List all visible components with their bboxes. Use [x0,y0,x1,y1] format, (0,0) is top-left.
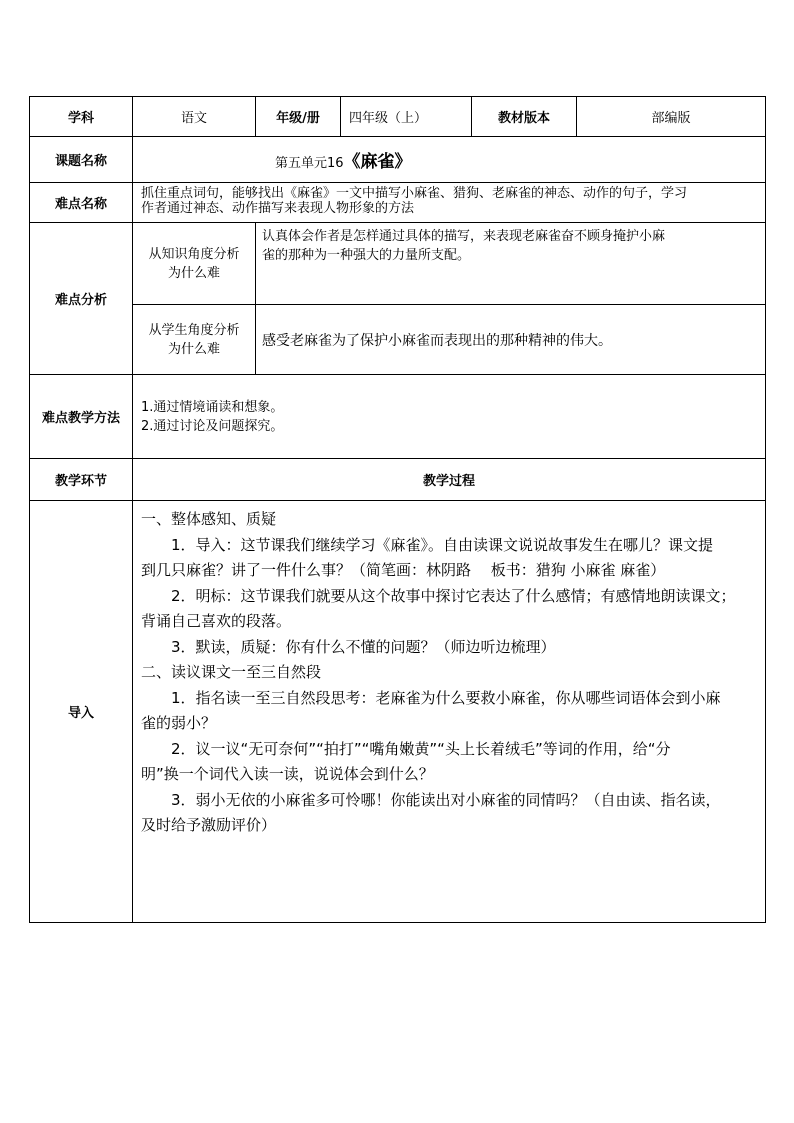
knowledge-angle-line: 从知识角度分析 [148,246,240,262]
process-paragraph: 2．议一议“无可奈何”“拍打”“嘴角嫩黄”“头上长着绒毛”等词的作用，给“分 [171,739,671,758]
grade-label: 年级/册 [256,97,341,137]
analysis-knowledge-row [30,223,766,305]
topic-value [133,137,766,183]
topic-label: 课题名称 [30,137,133,183]
method-text [133,375,766,459]
knowledge-angle-label [133,223,256,305]
method-label: 难点教学方法 [30,375,133,459]
process-paragraph: 3．弱小无依的小麻雀多可怜哪！你能读出对小麻雀的同情吗？（自由读、指名读， [171,790,721,809]
intro-stage-label: 导入 [30,501,133,923]
student-angle-label [133,305,256,375]
topic-title: 《麻雀》 [343,152,412,172]
stage-header: 教学环节 [30,459,133,501]
header-row [30,97,766,137]
process-paragraph: 背诵自己喜欢的段落。 [141,612,292,630]
difficulty-line: 作者通过神态、动作描写来表现人物形象的方法 [141,201,415,216]
process-paragraph: 到几只麻雀？讲了一件什么事？（简笔画：林阴路 板书：猎狗 小麻雀 麻雀） [141,561,666,579]
edition-label: 教材版本 [472,97,577,137]
grade-value: 四年级（上） [341,97,472,137]
method-row [30,375,766,459]
process-paragraph: 2．明标：这节课我们就要从这个故事中探讨它表达了什么感情；有感情地朗读课文； [171,586,736,605]
method-line: 1.通过情境诵读和想象。 [141,399,284,415]
difficulty-row [30,183,766,223]
process-header-row [30,459,766,501]
topic-unit: 第五单元16 [275,156,344,171]
intro-process-text [133,501,766,923]
student-angle-line: 从学生角度分析 [148,322,240,338]
subject-label: 学科 [30,97,133,137]
process-paragraph: 1．指名读一至三自然段思考：老麻雀为什么要救小麻雀，你从哪些词语体会到小麻 [171,688,721,707]
difficulty-line: 抓住重点词句，能够找出《麻雀》一文中描写小麻雀、猎狗、老麻雀的神态、动作的句子，学习 [141,186,688,201]
knowledge-text-line: 认真体会作者是怎样通过具体的描写，来表现老麻雀奋不顾身掩护小麻 [262,229,666,244]
method-line: 2.通过讨论及问题探究。 [141,418,284,434]
intro-row [30,501,766,923]
student-angle-line: 为什么难 [167,341,220,357]
lesson-plan-table [29,96,766,923]
analysis-label: 难点分析 [30,223,133,375]
knowledge-angle-line: 为什么难 [167,265,220,281]
process-paragraph: 雀的弱小？ [141,714,217,732]
process-paragraph: 二、读议课文一至三自然段 [141,663,322,681]
subject-value: 语文 [133,97,256,137]
edition-value: 部编版 [577,97,766,137]
process-header: 教学过程 [133,459,766,501]
process-paragraph: 1．导入：这节课我们继续学习《麻雀》。自由读课文说说故事发生在哪儿？课文提 [171,535,714,554]
knowledge-text-line: 雀的那种为一种强大的力量所支配。 [262,248,471,263]
student-angle-text: 感受老麻雀为了保护小麻雀而表现出的那种精神的伟大。 [256,305,766,375]
process-paragraph: 3．默读，质疑：你有什么不懂的问题？（师边听边梳理） [171,637,556,656]
process-paragraph: 及时给予激励评价） [141,816,277,834]
process-paragraph: 一、整体感知、质疑 [141,510,277,528]
analysis-student-row [30,305,766,375]
difficulty-label: 难点名称 [30,183,133,223]
knowledge-angle-text [256,223,766,305]
topic-row [30,137,766,183]
difficulty-text [133,183,766,223]
process-paragraph: 明”换一个词代入读一读，说说体会到什么？ [141,765,434,783]
